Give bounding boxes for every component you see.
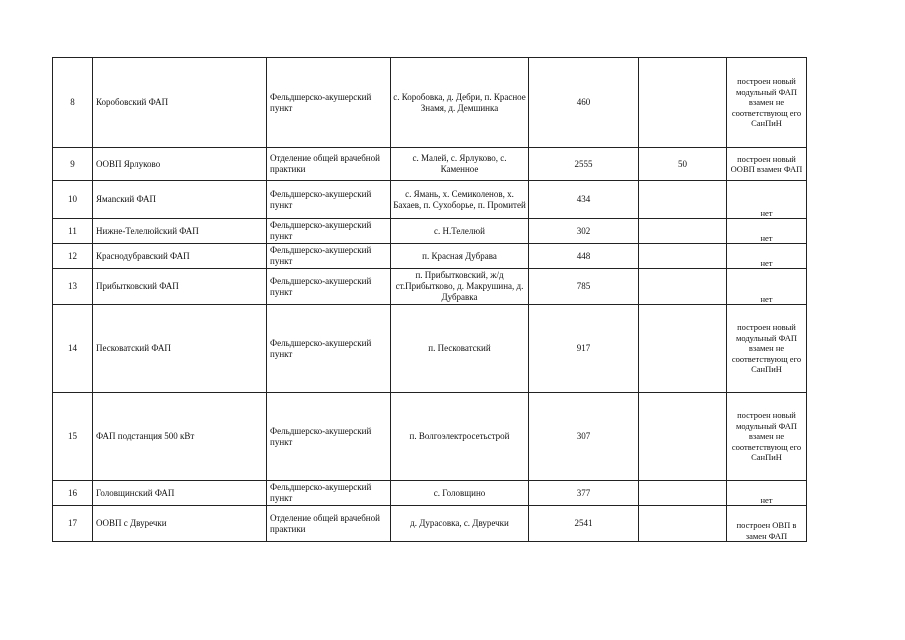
row-number: 17 — [53, 506, 93, 542]
capacity-value — [639, 506, 727, 542]
row-number: 16 — [53, 481, 93, 506]
population: 460 — [529, 58, 639, 148]
status-note: нет — [727, 219, 807, 244]
row-number: 12 — [53, 244, 93, 269]
table-body — [53, 58, 807, 542]
population: 434 — [529, 181, 639, 219]
row-number: 15 — [53, 393, 93, 481]
row-number: 9 — [53, 148, 93, 181]
facility-name: ООВП с Двуречки — [93, 506, 267, 542]
facility-type: Отделение общей врачебной практики — [267, 506, 391, 542]
population: 2541 — [529, 506, 639, 542]
status-note: нет — [727, 481, 807, 506]
status-note: построен новый модульный ФАП взамен не соответствующ его СанПиН — [727, 58, 807, 148]
served-settlements: п. Красная Дубрава — [391, 244, 529, 269]
facility-name: Нижне-Телелюйский ФАП — [93, 219, 267, 244]
table-row — [53, 506, 807, 542]
served-settlements: с. Головщино — [391, 481, 529, 506]
facility-type: Фельдшерско-акушерский пункт — [267, 269, 391, 305]
facility-name: Коробовский ФАП — [93, 58, 267, 148]
population: 307 — [529, 393, 639, 481]
facility-name: Ямanский ФАП — [93, 181, 267, 219]
facility-type: Фельдшерско-акушерский пункт — [267, 305, 391, 393]
capacity-value — [639, 269, 727, 305]
table-row — [53, 269, 807, 305]
status-note: нет — [727, 269, 807, 305]
status-note: построен новый модульный ФАП взамен не соответствующ его СанПиН — [727, 393, 807, 481]
served-settlements: с. Малей, с. Ярлуково, с. Каменное — [391, 148, 529, 181]
facility-type: Фельдшерско-акушерский пункт — [267, 244, 391, 269]
served-settlements: п. Песковатский — [391, 305, 529, 393]
capacity-value — [639, 58, 727, 148]
table-row — [53, 58, 807, 148]
capacity-value — [639, 219, 727, 244]
served-settlements: с. Коробовка, д. Дебри, п. Красное Знамя, д. Демшинка — [391, 58, 529, 148]
table-row — [53, 148, 807, 181]
table-row — [53, 393, 807, 481]
row-number: 11 — [53, 219, 93, 244]
table-row — [53, 219, 807, 244]
capacity-value — [639, 393, 727, 481]
population: 377 — [529, 481, 639, 506]
population: 2555 — [529, 148, 639, 181]
status-note: построен новый ООВП взамен ФАП — [727, 148, 807, 181]
facility-name: Краснодубравский ФАП — [93, 244, 267, 269]
served-settlements: с. Н.Телелюй — [391, 219, 529, 244]
facility-type: Фельдшерско-акушерский пункт — [267, 219, 391, 244]
population: 302 — [529, 219, 639, 244]
table-row — [53, 244, 807, 269]
served-settlements: п. Прибытковский, ж/д ст.Прибытково, д. Макрушина, д. Дубравка — [391, 269, 529, 305]
facility-type: Фельдшерско-акушерский пункт — [267, 481, 391, 506]
facility-name: ООВП Ярлуково — [93, 148, 267, 181]
facilities-table — [52, 57, 807, 542]
facility-name: Прибытковский ФАП — [93, 269, 267, 305]
facility-name: Песковатский ФАП — [93, 305, 267, 393]
table-row — [53, 305, 807, 393]
capacity-value — [639, 481, 727, 506]
table-row — [53, 481, 807, 506]
capacity-value: 50 — [639, 148, 727, 181]
facility-type: Отделение общей врачебной практики — [267, 148, 391, 181]
capacity-value — [639, 305, 727, 393]
row-number: 10 — [53, 181, 93, 219]
status-note: нет — [727, 181, 807, 219]
capacity-value — [639, 244, 727, 269]
facility-type: Фельдшерско-акушерский пункт — [267, 181, 391, 219]
population: 448 — [529, 244, 639, 269]
facility-name: Головщинский ФАП — [93, 481, 267, 506]
row-number: 8 — [53, 58, 93, 148]
facility-type: Фельдшерско-акушерский пункт — [267, 393, 391, 481]
served-settlements: д. Дурасовка, с. Двуречки — [391, 506, 529, 542]
table-row — [53, 181, 807, 219]
served-settlements: п. Волгоэлектросетьстрой — [391, 393, 529, 481]
facility-type: Фельдшерско-акушерский пункт — [267, 58, 391, 148]
status-note: нет — [727, 244, 807, 269]
row-number: 13 — [53, 269, 93, 305]
facility-name: ФАП подстанция 500 кВт — [93, 393, 267, 481]
row-number: 14 — [53, 305, 93, 393]
served-settlements: с. Ямань, х. Семиколенов, х. Бахаев, п. Сухоборье, п. Промитей — [391, 181, 529, 219]
status-note: построен ОВП в замен ФАП — [727, 506, 807, 542]
status-note: построен новый модульный ФАП взамен не соответствующ его СанПиН — [727, 305, 807, 393]
population: 785 — [529, 269, 639, 305]
population: 917 — [529, 305, 639, 393]
capacity-value — [639, 181, 727, 219]
